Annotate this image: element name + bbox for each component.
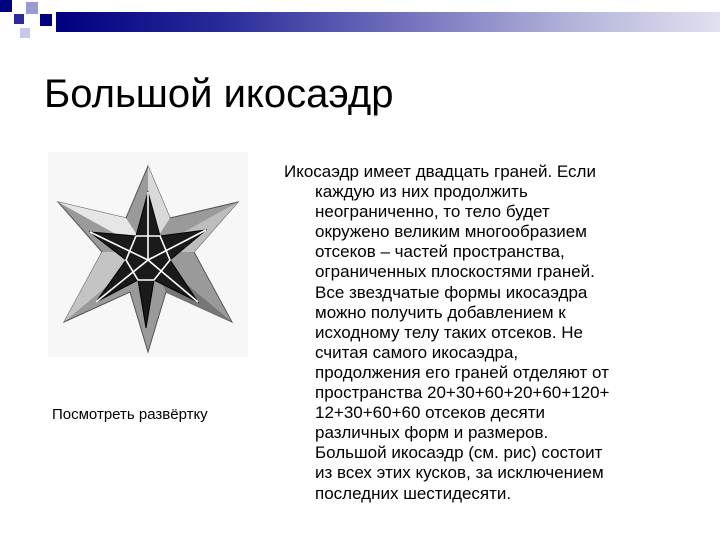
body-line: окружено великим многообразием — [315, 222, 587, 242]
body-line: Все звездчатые формы икосаэдра — [315, 282, 588, 302]
body-line: последних шестидесяти. — [315, 483, 512, 503]
body-line: исходному телу таких отсеков. Не — [315, 322, 584, 342]
header-decor-square — [26, 2, 38, 14]
view-net-link[interactable]: Посмотреть развёртку — [52, 406, 208, 423]
body-line: Большой икосаэдр (см. рис) состоит — [315, 443, 603, 463]
body-line: различных форм и размеров. — [315, 423, 549, 443]
header-decor-square — [0, 0, 12, 12]
body-line: продолжения его граней отделяют от — [315, 362, 609, 382]
header-decor-square — [20, 28, 30, 38]
body-line: неограниченно, то тело будет — [315, 202, 550, 222]
body-line: можно получить добавлением к — [315, 302, 566, 322]
body-line: 12+30+60+60 отсеков десяти — [315, 403, 545, 423]
body-line: ограниченных плоскостями граней. — [315, 262, 595, 282]
header-decor-square — [40, 14, 52, 26]
great-icosahedron-image — [48, 152, 248, 357]
body-line: считая самого икосаэдра, — [315, 342, 519, 362]
header-decor-square — [14, 14, 24, 24]
body-line: из всех этих кусков, за исключением — [315, 463, 604, 483]
body-line: каждую из них продолжить — [315, 182, 528, 202]
body-paragraph — [284, 162, 679, 504]
slide-title: Большой икосаэдр — [44, 72, 394, 116]
body-line: пространства 20+30+60+20+60+120+ — [315, 383, 610, 403]
body-line: Икосаэдр имеет двадцать граней. Если — [284, 162, 596, 181]
body-line: отсеков – частей пространства, — [315, 242, 565, 262]
header-gradient-band — [56, 12, 720, 32]
